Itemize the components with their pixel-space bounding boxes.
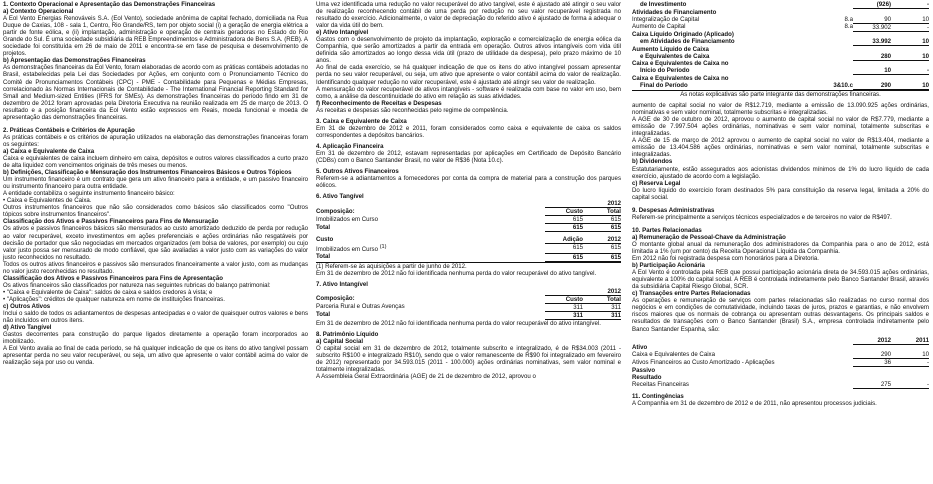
table-row (632, 16, 929, 24)
cf-note-cell (819, 75, 853, 82)
table-row (632, 1, 929, 9)
section-8a-text: O capital social em 31 de dezembro de 2012, totalmente subscrito e integralizado, é de R$34.003 (2011 - subscrito R$100 e integralizado R$10), sendo que o valor remanescente de R$90 foi integralizado em fevereiro de 2012) representado por 34.593.015 (2011 - 100.000) ações ordinárias nominativas, sem valor nominal e totalmente integralizadas. (316, 345, 621, 374)
cf-2011-cell: - (891, 23, 929, 31)
section-2d-continued: Uma vez identificada uma redução no valor recuperável do ativo tangível, este é ajustado até atingir o seu valor de realização reconhecendo contábil de uma perda por redução no seu valor recuperável registrada no resultado do exercício. Adicionalmente, o valor de depreciação do referido ativo é ajustado de forma a adequar o valor da vida útil do bem. (316, 1, 621, 30)
cf-label-cell: e Equivalentes de Caixa (640, 52, 710, 60)
table-cell: 615 (545, 253, 583, 261)
table-row (632, 46, 929, 53)
table-header-2011: 2011 (891, 337, 929, 345)
cf-2012-cell (853, 31, 891, 38)
table-header-custo: Custo (316, 236, 334, 244)
table-cell: 615 (583, 253, 621, 261)
section-2b-subtitle-2: Classificação dos Ativos e Passivos Financeiros para Fins de Apresentação (3, 274, 224, 282)
section-1b-text: As demonstrações financeiras da Eol Vento, foram elaboradas de acordo com as práticas contábeis adotadas no Brasil, estabelecidas pela Lei das Sociedades por Ações, em conjunto com o Pronunciamento Técnico do Comitê de Pronunciamentos Contábeis (CPC) - PME - Contabilidade para Pequenas e Médias Empresas, correlacionado às Normas Internacionais de Contabilidade - The International Financial Reporting Standard for Small and Medium-sized Entities (IFRS for SMEs). As demonstrações financeiras do período findo em 31 de dezembro de 2012 foram aprovadas pela Diretoria Executiva na reunião realizada em 25 de março de 2013. O resultado e a posição financeira da Eol Vento estão expressos em Reais, moeda funcional e moeda de apresentação das demonstrações financeiras. (3, 64, 308, 121)
table-row (316, 303, 621, 311)
section-11-title: 11. Contingências (632, 392, 684, 400)
section-8a-title: a) Capital Social (316, 338, 364, 345)
section-2b-item: • Caixa e Equivalentes de Caixa. (3, 197, 92, 205)
table-row (632, 82, 929, 90)
cf-note-cell: 8.a (844, 23, 853, 31)
section-2b-text-4: Os ativos e passivos financeiros básicos são mensurados ao custo amortizado deduzido de perda por redução ao valor recuperável, exceto investimentos em ações preferenciais e ações ordinárias não resgatáveis por decisão de portador que são negociadas em mercados organizados (em bolsa de valores, por exemplo) ou cujo valor justo possa ser mensurado de modo confiável, que são avaliadas a valor justo com as variações do valor justo reconhecidos no resultado. (3, 225, 308, 261)
cf-2012-cell (853, 60, 891, 67)
cf-note-cell: 8.a (844, 15, 853, 23)
section-2a-text: Caixa e equivalentes de caixa incluem dinheiro em caixa, depósitos e outros valores classificados a curto prazo de alta liquidez com vencimentos originais de três meses ou menos. (3, 154, 308, 170)
table-cell-label: Imobilizados em Curso (316, 245, 378, 253)
table-row (316, 244, 621, 253)
section-1-title: 1. Contexto Operacional e Apresentação das Demonstrações Financeiras (3, 1, 216, 8)
related-parties-table (632, 337, 929, 389)
cf-2012-cell (853, 46, 891, 53)
table-header-total: Total (583, 208, 621, 216)
cf-note-cell (819, 9, 853, 16)
table-row (632, 381, 929, 389)
section-2b-title: b) Definições, Classificação e Mensuração dos Instrumentos Financeiros Básicos e Outros Tópicos (3, 169, 292, 177)
cf-note-cell (819, 46, 853, 53)
table-cell: 615 (545, 216, 583, 224)
rp-label-cell: Receitas Financeiras (632, 380, 689, 388)
section-2f-title: f) Reconhecimento de Receitas e Despesas (316, 99, 442, 107)
rp-2011-cell: - (891, 381, 929, 389)
section-8c-text: Do lucro líquido do exercício foram destinados 5% para constituição da reserva legal, limitada a 20% do capital social. (632, 186, 929, 201)
tangible-composition-table (316, 200, 621, 232)
cf-label-cell: Aumento Líquido de Caixa (632, 45, 709, 53)
cf-2012-cell (853, 75, 891, 82)
table-year-header: 2012 (545, 288, 621, 296)
table-cell: 311 (583, 303, 621, 311)
section-2b-subtitle-1: Classificação dos Ativos e Passivos Financeiros para Fins de Mensuração (3, 218, 219, 226)
section-10c-text: As operações e remuneração de serviços com partes relacionadas são realizadas no curso normal dos negócios e em condições de comutatividade, incluindo taxas de juros, prazos e garantias, e não envolvem riscos maiores que os normais de cobrança ou apresentam outras desvantagens. Os principais saldos e resultados de transações com o Banco Santander (Brasil) S.A., empresa controlada indiretamente pelo Banco Santander Espanha, são: (632, 297, 929, 333)
cf-2011-cell (891, 75, 929, 82)
section-10b-title: b) Participação Acionária (632, 262, 705, 270)
section-4-text: Em 31 de dezembro de 2012, estavam representadas por aplicações em Certificado de Depósito Bancário (CDBs) com o Banco Santander Brasil, no valor de R$36 (Nota 10.c). (316, 149, 621, 164)
cf-label-cell: Caixa e Equivalentes de Caixa no (632, 60, 729, 68)
cf-label-cell: Caixa e Equivalentes de Caixa no (632, 74, 729, 82)
table-cell: 311 (583, 311, 621, 319)
table-row (316, 216, 621, 224)
section-10a-title: a) Remuneração de Pessoal-Chave da Administração (632, 233, 786, 241)
table-cell: Total (316, 253, 331, 261)
section-2b-item-2: • "Caixa e Equivalente de Caixa": saldos de caixa e saldos credores à vista; e (3, 288, 213, 296)
section-2e-title: e) Ativo Intangível (316, 29, 369, 37)
table-header-year: 2012 (583, 236, 621, 244)
section-2e-text-3: A mensuração do valor recuperável de ativos intangíveis - software é realizada com base no valor em uso, bem como, a análise da descontinuidade do ativo em relação as suas atividades. (316, 85, 621, 100)
column-3 (632, 1, 929, 407)
section-3-title: 3. Caixa e Equivalente de Caixa (316, 117, 407, 125)
section-2b-text-5: Todos os outros ativos financeiros e passivos são mensurados financeiramente a valor justo, com as mudanças no valor justo reconhecidas no resultado. (3, 260, 308, 275)
cf-2012-cell: 33.992 (853, 38, 891, 46)
cf-note-cell (819, 53, 853, 61)
table-row (316, 253, 621, 261)
section-2e-text-2: Ao final de cada exercício, se há qualquer indicação de que os itens do ativo intangível possam apresentar perda no seu valor recuperável, ou seja, um ativo que apresente o valor contábil acima do valor de realização. Identificando qualquer redução no valor recuperável, este é ajustado até atingir seu valor de realização. (316, 64, 621, 86)
table-row (632, 9, 929, 16)
cf-2012-cell (853, 9, 891, 16)
table-row (632, 23, 929, 31)
table-year-header: 2012 (545, 200, 621, 208)
section-5-title: 5. Outros Ativos Financeiros (316, 168, 399, 176)
section-1a-text: A Eol Vento Energias Renováveis S.A. (Eol Vento), sociedade anônima de capital fechado, domiciliada na Rua Duque de Caxias, 108 - sala 1, Centro, Rio Grande/RS, tem por objeto social (i) a geração de energia elétrica a partir de fonte eólica, e (ii) implantação, administração e operação de centrais geradoras no Estado do Rio Grande do Sul. É uma sociedade subsidiária da REB Empreendimentos e Administradora de Bens S.A. (REB). A sociedade foi constituída em 26 de maio de 2011 e encontra-se em fase de pesquisa e desenvolvimento de projetos. (3, 15, 308, 58)
table-cell: 615 (583, 216, 621, 224)
cf-2012-cell: 90 (853, 16, 891, 24)
section-2-text: As práticas contábeis e os critérios de apuração utilizados na elaboração das demonstrações financeiras foram os seguintes: (3, 133, 308, 148)
section-8b-title: b) Dividendos (632, 158, 673, 166)
cf-2012-cell: 33.902 (853, 23, 891, 31)
table-composition-label: Composição: (316, 295, 355, 303)
section-8b-text: Estatutariamente, estão assegurados aos acionistas dividendos mínimos de 1% do lucro líquido de cada exercício, ajustado de acordo com a legislação. (632, 165, 929, 180)
table-cell: 615 (583, 244, 621, 253)
section-2b-text-2: A entidade contabiliza o seguinte instrumento financeiro básico: (3, 190, 175, 198)
section-10a-text-2: Em 2012 não foi registrada despesa com honorários para a Diretoria. (632, 255, 819, 263)
intangible-composition-table (316, 288, 621, 320)
table-row (632, 53, 929, 61)
rp-2011-cell (891, 344, 929, 351)
table-row (632, 359, 929, 367)
table-row (632, 60, 929, 67)
section-8a-text-2: A Assembleia Geral Extraordinária (AGE) de 21 de dezembro de 2012, aprovou o (316, 373, 536, 381)
cf-2011-cell: - (891, 1, 929, 9)
cf-label-cell: Atividades de Financiamento (632, 8, 717, 16)
section-9-title: 9. Despesas Administrativas (632, 206, 715, 214)
rp-2012-cell: 36 (853, 359, 891, 367)
rp-label-cell: Resultado (632, 373, 662, 381)
section-4-title: 4. Aplicação Financeira (316, 142, 384, 150)
table-cell: 615 (583, 224, 621, 232)
section-10b-text: A Eol Vento é controlada pela REB que possui participação acionária direta de 34.593.015 ações ordinárias, equivalente a 100% do capital social. A REB é controlada indiretamente pelo Banco Santander Brasil, através da subsidiária Capital Riesgo Global, SCR. (632, 269, 929, 291)
rp-2011-cell: 10 (891, 351, 929, 359)
cf-2012-cell: 290 (853, 82, 891, 90)
section-11-text: A Companhia em 31 de dezembro de 2012 e de 2011, não apresentou processos judiciais. (632, 399, 877, 407)
rp-2011-cell (891, 367, 929, 374)
table-header-adicao: Adição (545, 236, 583, 244)
cash-flow-footnote: As notas explicativas são parte integrante das demonstrações financeiras. (632, 90, 929, 98)
section-1a-title: a) Contexto Operacional (3, 8, 74, 16)
table-cell (316, 244, 545, 253)
table-cell: 311 (545, 311, 583, 319)
cf-note-cell (819, 1, 853, 9)
table-header-total: Total (583, 295, 621, 303)
cash-flow-table (632, 1, 929, 90)
cf-2011-cell: - (891, 67, 929, 75)
section-6-title: 6. Ativo Tangível (316, 193, 364, 201)
column-1 (3, 1, 308, 366)
tangible-movement-table (316, 236, 621, 261)
section-10c-title: c) Transações entre Partes Relacionadas (632, 290, 751, 298)
table-row (632, 374, 929, 381)
section-2b-text-3: Outros instrumentos financeiros que não são considerados como básicos são classificados como "Outros tópicos sobre instrumentos financeiros". (3, 204, 308, 219)
section-7-text: Em 31 de dezembro de 2012 não foi identificada nenhuma perda do valor recuperável do ativo intangível. (316, 319, 601, 327)
section-2d-title: d) Ativo Tangível (3, 324, 52, 332)
cf-note-cell (819, 38, 853, 46)
cf-label-cell: Início do Período (640, 67, 690, 75)
cf-label-cell: Aumento de Capital (632, 23, 686, 31)
cf-label-cell: Integralização de Capital (632, 15, 700, 23)
rp-label-cell: Caixa e Equivalentes de Caixa (632, 351, 715, 359)
table-row (632, 67, 929, 75)
table-cell: Total (316, 223, 331, 231)
section-8-title: 8. Patrimônio Líquido (316, 330, 379, 338)
section-2b-text-6: Os ativos financeiros são classificados por natureza nas seguintes rubricas do balanço patrimonial: (3, 281, 271, 289)
section-2e-text: Gastos com o desenvolvimento de projeto da implantação, exploração e comercialização de energia eólica da Companhia, que serão amortizados a partir da entrada em operação. Outros ativos intangíveis com vida útil definida são amortizados ao longo dessa vida útil (prazo de utilidade da despesa), pelo prazo máximo de 10 anos. (316, 36, 621, 65)
cf-2011-cell (891, 46, 929, 53)
section-5-text: Referem-se a adiantamentos a fornecedores por conta da compra de material para a construção dos parques eólicos. (316, 175, 621, 190)
cf-2012-cell: 10 (853, 67, 891, 75)
section-1b-title: b) Apresentação das Demonstrações Financeiras (3, 57, 146, 65)
table-header-custo: Custo (545, 295, 583, 303)
table-row (316, 311, 621, 319)
section-8c-title: c) Reserva Legal (632, 179, 681, 187)
table-row (632, 351, 929, 359)
table-cell: Total (316, 311, 331, 319)
table-row (316, 224, 621, 232)
cf-label-cell: de Investimento (640, 1, 687, 8)
table-cell: Parceria Rural e Outras Avenças (316, 303, 405, 311)
section-9-text: Referem-se principalmente a serviços técnicos especializados e de terceiros no valor de R$497. (632, 213, 892, 221)
cf-2011-cell: 10 (891, 82, 929, 90)
section-7-title: 7. Ativo Intangível (316, 280, 368, 288)
rp-2012-cell (853, 344, 891, 351)
cf-2011-cell: 10 (891, 16, 929, 24)
cf-2011-cell (891, 31, 929, 38)
section-6-footnote: (1) Referem-se às aquisições a partir de junho de 2012. (316, 262, 621, 270)
section-6-text: Em 31 de dezembro de 2012 não foi identificada nenhuma perda do valor recuperável do ativo tangível. (316, 269, 597, 277)
cf-note-cell (819, 60, 853, 67)
rp-label-cell: Ativo (632, 344, 648, 352)
section-2b-text: Um instrumento financeiro é um contrato que gera um ativo financeiro para a entidade, e um passivo financeiro ou instrumento financeiro para outra entidade. (3, 176, 308, 191)
cf-label-cell: Caixa Líquido Originado (Aplicado) (632, 31, 734, 39)
table-header-custo: Custo (545, 208, 583, 216)
section-2a-title: a) Caixa e Equivalente de Caixa (3, 147, 95, 155)
rp-label-cell: Ativos Financeiros ao Custo Amortizado - Aplicações (632, 358, 775, 366)
table-cell: Imobilizados em Curso (316, 215, 378, 223)
table-row (632, 38, 929, 46)
section-2f-text: As receitas e despesas são reconhecidas pelo regime de competência. (316, 106, 509, 114)
cf-label-cell: Final do Período (640, 82, 688, 90)
cf-2012-cell: (926) (853, 1, 891, 9)
table-cell: 615 (545, 224, 583, 232)
cf-note-cell (819, 67, 853, 75)
table-cell: 311 (545, 303, 583, 311)
rp-label-cell: Passivo (632, 366, 656, 374)
section-10a-text: O montante global anual da remuneração dos administradores da Companhia para o ano de 2012, está limitada a 1% (um por cento) da Receita Operacional Líquida da Companhia. (632, 240, 929, 255)
cf-label-cell: em Atividades de Financiamento (640, 38, 735, 46)
rp-2011-cell (891, 374, 929, 381)
cf-2011-cell (891, 9, 929, 16)
rp-2011-cell: - (891, 359, 929, 367)
cf-note-cell (819, 31, 853, 38)
section-2b-item-3: • "Aplicações": créditos de qualquer natureza em nome de instituições financeiras. (3, 295, 225, 303)
section-8a-text-5: A AGE de 15 de março de 2012 aprovou o aumento de capital social no valor de R$13.404, mediante a emissão de 13.404.586 ações ordinárias, nominativas e sem valor nominal, totalmente subscritas e integralizadas. (632, 137, 929, 159)
table-row (632, 31, 929, 38)
cf-2012-cell: 280 (853, 53, 891, 61)
table-header-2012: 2012 (853, 337, 891, 345)
cf-2011-cell: 10 (891, 38, 929, 46)
cf-note-cell: 3&10.c (833, 82, 853, 90)
section-2d-text-2: A Eol Vento avalia ao final de cada período, se há qualquer indicação de que os itens do ativo tangível possam apresentar perda no seu valor recuperável, ou seja, um ativo que apresente o valor contábil acima do valor de realização seja por uso ou venda. (3, 345, 308, 367)
rp-2012-cell: 275 (853, 381, 891, 389)
footnote-marker: (1) (379, 243, 387, 250)
table-composition-label: Composição: (316, 207, 355, 215)
section-8a-text-3: aumento de capital social no valor de R$12.719, mediante a emissão de 13.090.925 ações ordinárias, nominativas e sem valor nominal, totalmente subscritas e integralizadas. (632, 102, 929, 117)
cf-2011-cell (891, 60, 929, 67)
table-row (632, 344, 929, 351)
section-2c-title: c) Outros Ativos (3, 302, 51, 310)
column-2 (316, 1, 621, 380)
section-8a-text-4: A AGE de 30 de outubro de 2012, aprovou o aumento de capital social no valor de R$7.779, mediante a emissão de 7.997.504 ações ordinárias, nominativas e sem valor nominal, totalmente subscritas e integralizadas. (632, 116, 929, 138)
section-2c-text: Inclui o saldo de todos os adiantamentos de despesas antecipadas e o valor de quaisquer outros valores e bens não incluídos em outros itens. (3, 310, 308, 325)
section-2d-text: Gastos decorrentes para construção do parque ligados diretamente a operação foram incorporados ao imobilizado. (3, 331, 308, 346)
table-cell: 615 (545, 244, 583, 253)
cf-2011-cell: 10 (891, 53, 929, 61)
rp-2012-cell (853, 374, 891, 381)
section-2-title: 2. Práticas Contábeis e Critérios de Apuração (3, 126, 135, 134)
section-10-title: 10. Partes Relacionadas (632, 226, 702, 234)
rp-2012-cell: 290 (853, 351, 891, 359)
section-3-text: Em 31 de dezembro de 2012 e 2011, foram considerados como caixa e equivalente de caixa os saldos correspondentes a depósitos bancários. (316, 124, 621, 139)
rp-2012-cell (853, 367, 891, 374)
table-row (632, 367, 929, 374)
table-row (632, 75, 929, 82)
